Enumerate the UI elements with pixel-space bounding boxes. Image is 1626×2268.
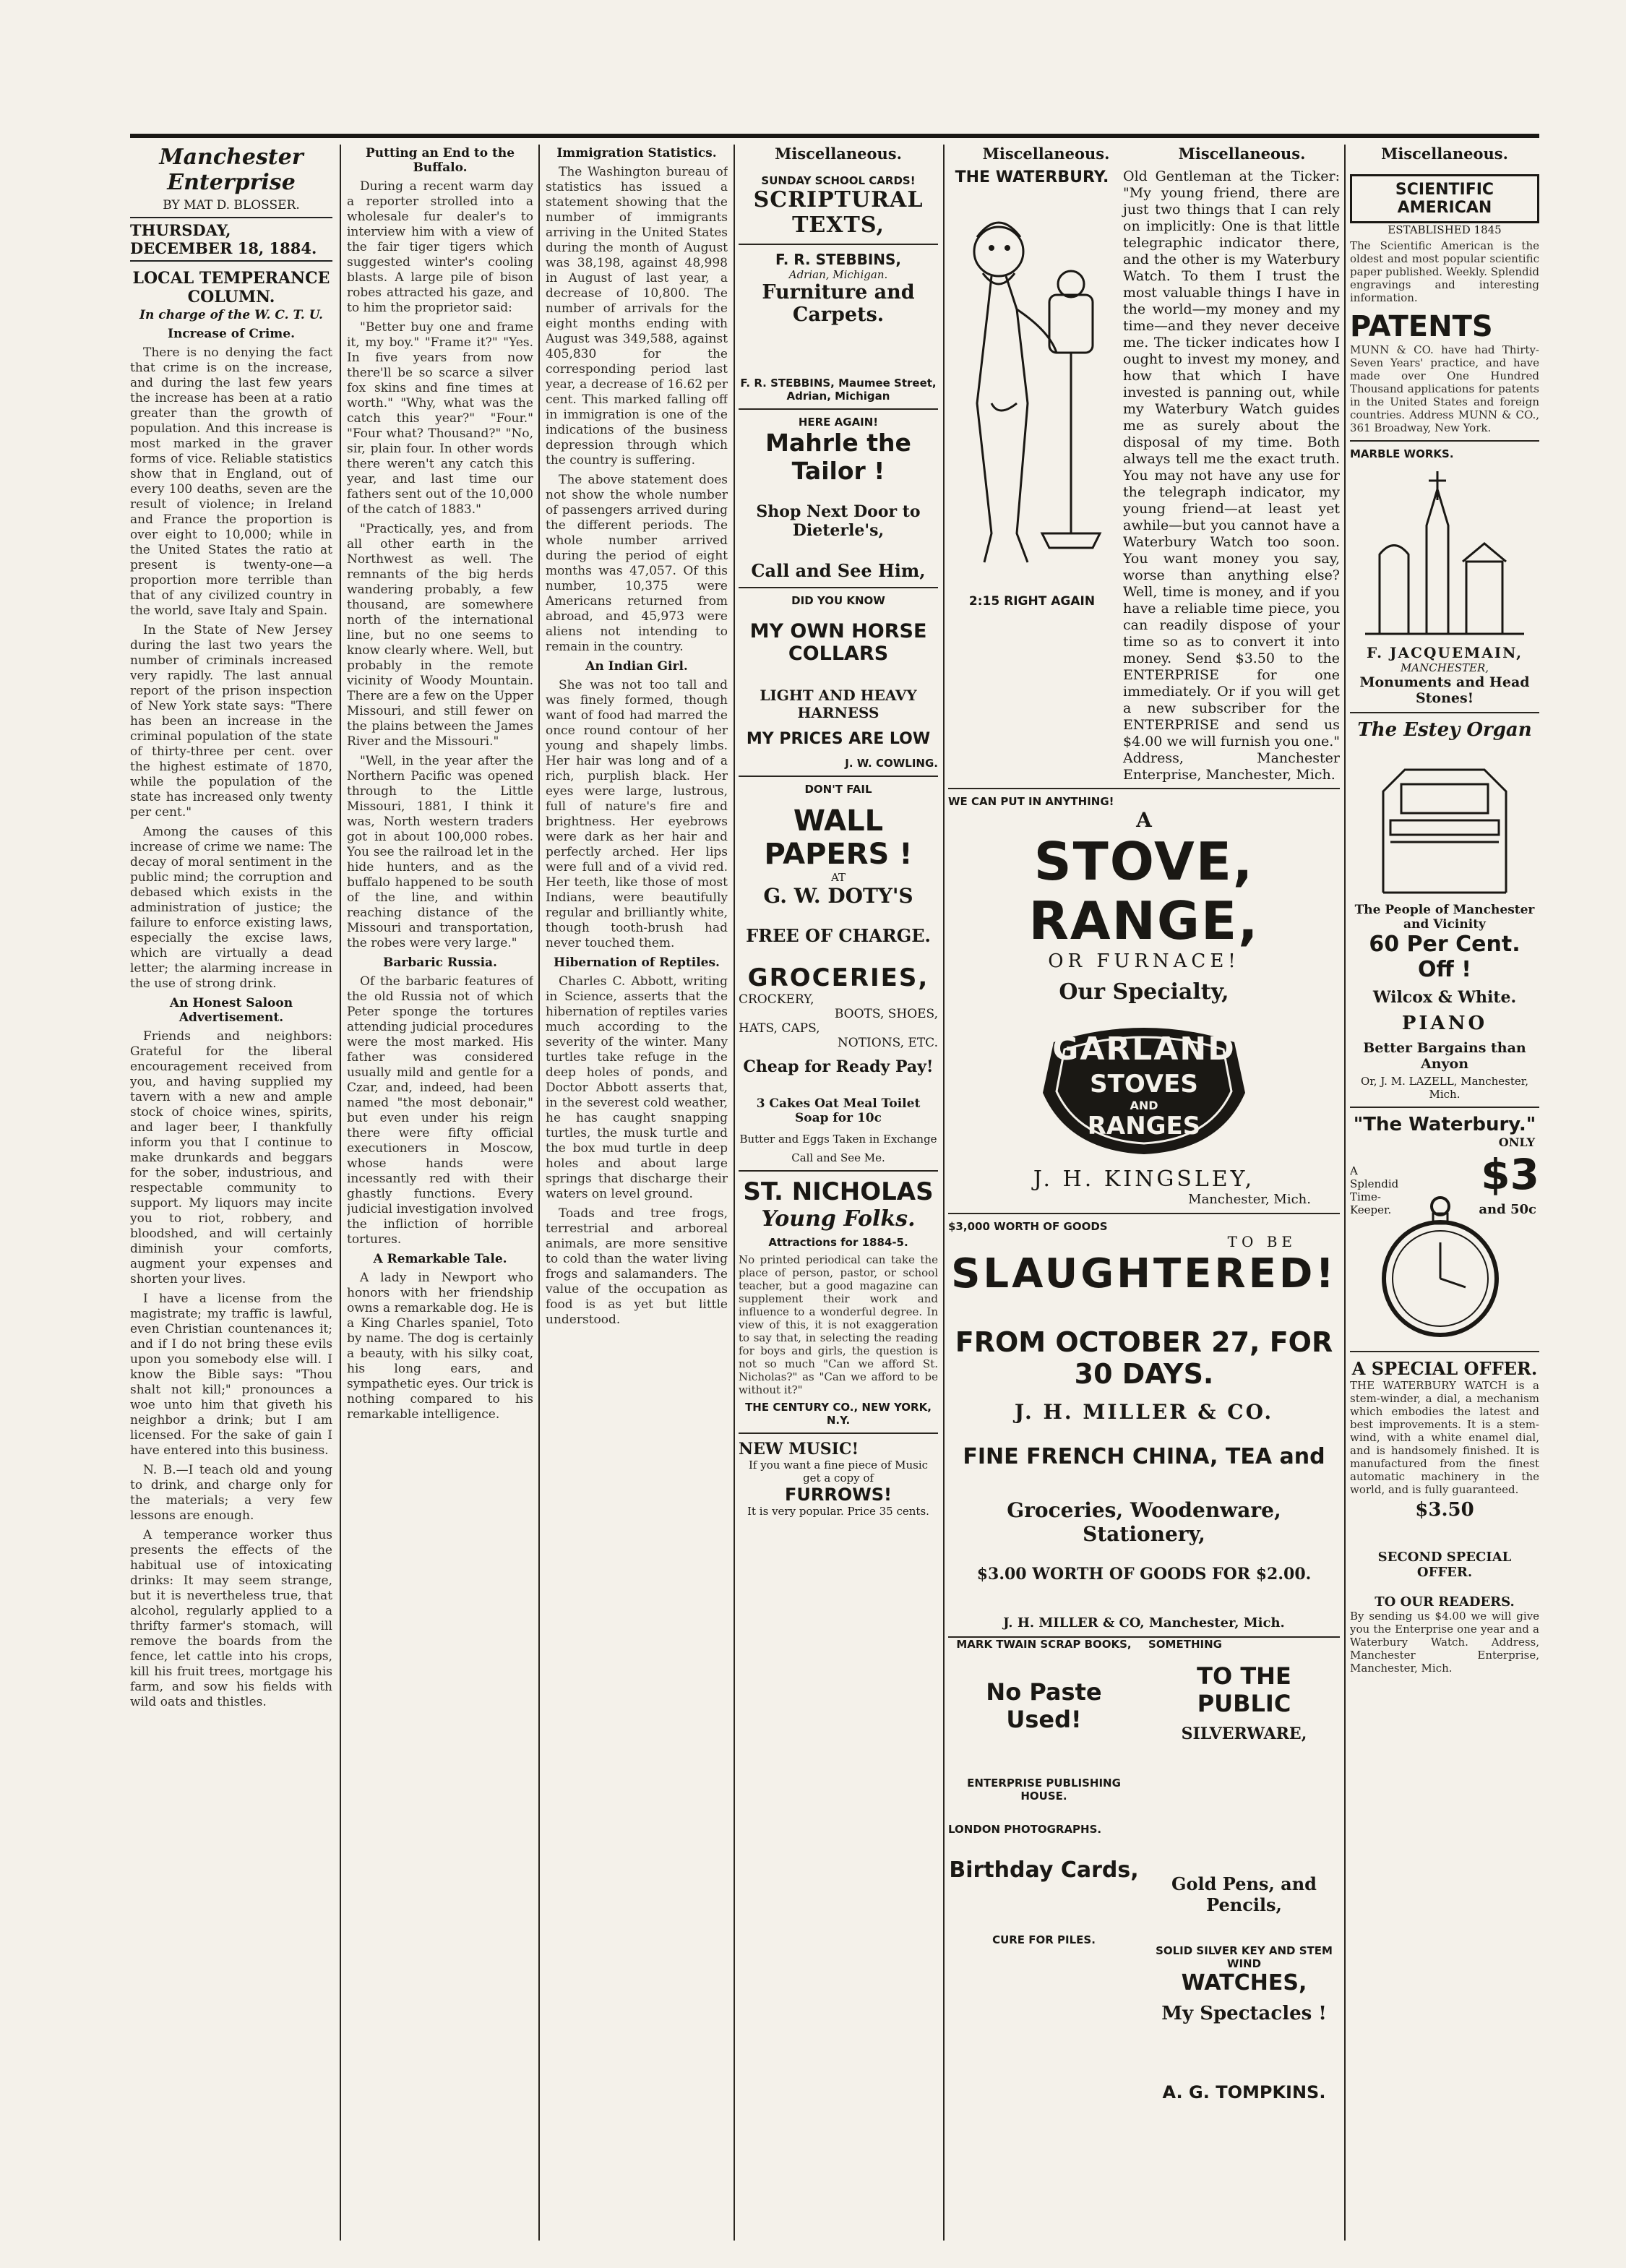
ad-name: J. H. KINGSLEY, — [1033, 1167, 1255, 1192]
column-rule — [734, 145, 735, 2241]
article-paragraph: A lady in Newport who honors with her friendship owns a remarkable dog. He is a King Charles spaniel, Toto by name. The dog is certainly a beauty, with his silky coat, his long ears, and sympathetic eyes. Our trick is nothing compared to his remarkable intelligence. — [347, 1271, 533, 1422]
ad-line: FINE FRENCH CHINA, TEA and — [963, 1444, 1325, 1469]
ad-signature: J. H. MILLER & CO, Manchester, Mich. — [1003, 1615, 1285, 1631]
ad-name: FURROWS! — [785, 1485, 892, 1505]
ad-line: AT — [830, 871, 846, 884]
article-paragraph: "Better buy one and frame it, my boy." "Frame it?" "Yes. In five years from now there'll be so scarce a silver fox skins and fine times at worth." "Why, what was the catch this year?" "Four." "Four what? Thousand?" "No, sir, plain four. In other words there weren't any catch this year, and last time our fathers sent out of the 10,000 of the catch of 1883." — [347, 320, 533, 517]
ad-title: SLAUGHTERED! — [951, 1250, 1337, 1297]
ad-scriptural-texts — [739, 168, 938, 245]
ad-kicker: DID YOU KNOW — [791, 594, 885, 607]
ad-title: WALL PAPERS ! — [764, 804, 913, 871]
illustration-caption: 2:15 RIGHT AGAIN — [968, 594, 1096, 609]
ad-jacquemain-marble — [1350, 442, 1539, 713]
article-paragraph: A temperance worker thus presents the effects of the habitual use of intoxicating drinks: It may seem strange, but it is nevertheless true, that alcohol, regularly applied to a thrifty farmer's stomach, will remove the boards from the fence, let cattle into his crops, kill his fruit trees, mortgage his farm, and sow his fields with wild oats and thistles. — [130, 1528, 332, 1709]
column-heading: Miscellaneous. — [1381, 145, 1508, 163]
ad-estey-organ — [1350, 713, 1539, 1108]
ad-line: A — [1136, 808, 1152, 832]
ad-line: Call and See Me. — [791, 1151, 885, 1164]
ad-name: Wilcox & White. — [1372, 988, 1517, 1007]
ad-line: The People of Manchester and Vicinity — [1354, 903, 1535, 932]
ad-body: THE WATERBURY WATCH is a stem-winder, a dial, a mechanism which embodies the latest and best improvements. It is a stem-wind, with a white enamel dial, and is handsomely finished. It is manufactured from the finest automatic machinery in the world, and is fully guaranteed. — [1350, 1379, 1539, 1496]
ad-title: Furniture and Carpets. — [762, 281, 915, 326]
ad-line: SILVERWARE, — [1181, 1724, 1307, 1743]
ad-title: "The Waterbury." — [1353, 1114, 1536, 1135]
ad-line: $3.00 WORTH OF GOODS FOR $2.00. — [976, 1565, 1312, 1584]
ad-title: Mahrle the Tailor ! — [765, 429, 911, 485]
article-paragraph: The above statement does not show the whole number of passengers arrived during the different periods. The whole number arrived during the period of eight months was 47,057. Of this number, 10,375 were Americans returned from abroad, and 45,973 were aliens not intending to remain in the country. — [546, 473, 728, 654]
ad-name: G. W. DOTY'S — [763, 884, 913, 908]
ad-line: LIGHT AND HEAVY HARNESS — [760, 687, 917, 721]
ad-kicker: $3,000 WORTH OF GOODS — [948, 1220, 1108, 1233]
logo-word: AND — [1130, 1099, 1158, 1112]
ad-title: SECOND SPECIAL OFFER. — [1377, 1550, 1512, 1580]
ad-stebbins — [739, 245, 938, 410]
ad-signature: A. G. TOMPKINS. — [1162, 2082, 1326, 2102]
ad-address: F. R. STEBBINS, Maumee Street, Adrian, Michigan — [740, 377, 937, 403]
ad-line: Gold Pens, and Pencils, — [1171, 1873, 1317, 1915]
ad-line: CROCKERY, — [739, 992, 814, 1007]
ad-title: STOVE, RANGE, — [1028, 831, 1260, 951]
ad-title: SCRIPTURAL TEXTS, — [753, 187, 924, 238]
ad-line: and 50c — [1479, 1202, 1536, 1217]
ad-line: LONDON PHOTOGRAPHS. — [948, 1823, 1102, 1836]
column-2 — [347, 145, 533, 2241]
ad-line: Cheap for Ready Pay! — [743, 1057, 934, 1076]
ad-line: HATS, CAPS, — [739, 1021, 820, 1036]
article-paragraph: During a recent warm day a reporter strolled into a wholesale fur dealer's to interview him with a view of the fair tiger tigers which suggested winter's cooling blasts. A large pile of bison robes attracted his gaze, and to him the proprietor said: — [347, 179, 533, 315]
ad-kicker: SOMETHING — [1148, 1638, 1222, 1651]
dateline: THURSDAY, DECEMBER 18, 1884. — [130, 217, 332, 262]
ad-new-music — [739, 1434, 938, 1524]
page-top-rule — [130, 134, 1539, 138]
ad-title: ST. NICHOLAS — [743, 1177, 934, 1206]
ad-st-nicholas — [739, 1172, 938, 1434]
logo-word: RANGES — [1087, 1112, 1201, 1141]
ad-kicker: SUNDAY SCHOOL CARDS! — [761, 174, 916, 187]
ad-miller-china — [948, 1214, 1340, 1638]
ad-name: F. JACQUEMAIN, — [1366, 644, 1523, 661]
article-paragraph: Toads and tree frogs, terrestrial and arboreal animals, are more sensitive to cold than the water living frogs and salamanders. The value of the occupation as food is as yet but little understood. — [546, 1206, 728, 1327]
ad-kingsley-stoves — [948, 789, 1340, 1214]
article-paragraph: Charles C. Abbott, writing in Science, asserts that the hibernation of reptiles varies much according to the severity of the winter. Many turtles take refuge in the deep holes of ponds, and Doctor Abbott asserts that, in the severest cold weather, he has caught snapping turtles, the musk turtle and the box mud turtle in deep holes and about large springs that discharge their waters on level ground. — [546, 974, 728, 1201]
ad-body: MUNN & CO. have had Thirty-Seven Years' practice, and have made over One Hundred Thousand applications for patents in the United States and foreign countries. Address MUNN & CO., 361 Broadway, New York. — [1350, 343, 1539, 434]
article-paragraph: Of the barbaric features of the old Russia not of which Peter sponge the tortures attending judicial procedures were the most marked. His father was considered usually mild and gentle for a Czar, and, indeed, had been named "the most debonair," but even under his reign there were fifty official executioners in Moscow, whose hands were incessantly red with their ghastly functions. Every judicial investigation involved the infliction of horrible tortures. — [347, 974, 533, 1247]
ad-line: No Paste Used! — [986, 1678, 1102, 1733]
ad-title: PATENTS — [1350, 310, 1493, 343]
ad-line: Call and See Him, — [751, 560, 926, 581]
ad-line: FREE OF CHARGE. — [746, 925, 931, 946]
article-paragraph: The Washington bureau of statistics has issued a statement showing that the number of immigrants arriving in the United States during the month of August was 38,198, against 48,998 in August of last year, a decrease of 10,800. The number of arrivals for the eight months ending with August was 349,588, against 405,830 for the corresponding period last year, a decrease of 16.62 per cent. This marked falling off in immigration is one of the indications of the business depression through which the country is suffering. — [546, 165, 728, 468]
column-heading: Miscellaneous. — [1178, 145, 1306, 163]
logo-word: STOVES — [1090, 1070, 1198, 1099]
ad-city: MANCHESTER, — [1400, 661, 1489, 674]
ad-city: Manchester, Mich. — [1188, 1192, 1311, 1207]
ad-line: It is very popular. Price 35 cents. — [747, 1505, 929, 1518]
article-paragraph: "Well, in the year after the Northern Pacific was opened through to the Little Missouri, 1881, I think it was, North western traders got in about 100,000 robes. You see the railroad let in the hide hunters, and as the buffalo happened to be south of the line, and within reaching distance of the Missouri and transportation, the robes were very large." — [347, 754, 533, 950]
ad-kicker: DON'T FAIL — [804, 783, 872, 796]
section-subheading: In charge of the W. C. T. U. — [139, 308, 323, 322]
pocket-watch-icon — [1372, 1193, 1509, 1338]
article-heading: Immigration Statistics. — [556, 146, 717, 160]
waterbury-advertisement-text: Old Gentleman at the Ticker: "My young friend, there are just two things that I can rely on implicitly: One is that little telegraphic indicator there, and the other is my Waterbury Watch. To them I trust the most valuable things I have in the world—my money and my time—and they never deceive me. The ticker indicates how I ought to invest my money, and how that which I have invested is panning out, while my Waterbury Watch guides me as surely about the disposal of my time. Both always tell me the exact truth. You may not have any use for the telegraph indicator, my young friend—at least yet awhile—but you cannot have a Waterbury Watch too soon. You want money you say, worse than anything else? Well, time is money, and if you have a reliable time piece, you can readily dispose of your time so as to convert it into money. Send $3.50 to the ENTERPRISE for one immediately. Or if you will get a new subscriber for the ENTERPRISE and send us $4.00 we will furnish you one." Address, Manchester Enterprise, Manchester, Mich. — [1123, 168, 1340, 783]
article-heading: An Indian Girl. — [585, 659, 688, 674]
ad-signature: J. W. COWLING. — [845, 757, 938, 770]
ad-line: Butter and Eggs Taken in Exchange — [739, 1133, 937, 1146]
article-paragraph: In the State of New Jersey during the last two years the number of criminals increased very rapidly. The last annual report of the prison inspection of New York state says: "There has been an increase in the criminal population of the state of thirty-three per cent. over the highest estimate of 1870, while the population of the state has increased only twenty per cent." — [130, 623, 332, 820]
ad-title: SCIENTIFIC AMERICAN — [1350, 174, 1539, 223]
byline: BY MAT D. BLOSSER. — [163, 198, 300, 212]
organ-illustration — [1362, 741, 1528, 900]
article-paragraph: She was not too tall and was finely formed, though want of food had marred the once round contour of her young and shapely limbs. Her hair was long and of a rich, purplish black. Her eyes were large, lustrous, full of nature's fire and brightness. Her eyebrows were dark as her hair and perfectly arched. Her lips were full and of a vivid red. Her teeth, like those of most Indians, were beautifully regular and brilliantly white, though tooth-brush had never touched them. — [546, 678, 728, 950]
column-1 — [130, 145, 332, 2241]
ad-line: PIANO — [1401, 1013, 1488, 1034]
masthead: Manchester Enterprise — [159, 145, 304, 195]
ad-title: MY OWN HORSE COLLARS — [749, 620, 927, 665]
ad-title: TO THE PUBLIC — [1197, 1662, 1291, 1717]
ad-scientific-american — [1350, 168, 1539, 442]
ad-line: WATCHES, — [1181, 1970, 1307, 1996]
monuments-illustration — [1358, 460, 1531, 641]
ad-waterbury-watch — [1350, 1108, 1539, 1352]
ad-price: $3 — [1481, 1150, 1539, 1199]
article-paragraph: Among the causes of this increase of crime we name: The decay of moral sentiment in the public mind; the corruption and debased which exists in the administration of justice; the failure to enforce existing laws, especially the excise laws, which are virtually a dead letter; the alarming increase in the use of strong drink. — [130, 825, 332, 991]
ad-body: By sending us $4.00 we will give you the Enterprise one year and a Waterbury Watch. Address, Manchester Enterprise, Manchester, Mich. — [1350, 1610, 1539, 1675]
ad-line: FROM OCTOBER 27, FOR 30 DAYS. — [955, 1326, 1333, 1390]
column-rule — [340, 145, 341, 2241]
ad-name: F. R. STEBBINS, — [775, 251, 901, 268]
ad-line: NOTIONS, ETC. — [837, 1036, 938, 1050]
ad-line: Shop Next Door to Dieterle's, — [756, 502, 921, 540]
column-rule — [1344, 145, 1346, 2241]
article-heading: Increase of Crime. — [168, 327, 295, 341]
article-heading: A Remarkable Tale. — [373, 1252, 507, 1266]
article-heading: Putting an End to the Buffalo. — [365, 146, 515, 175]
ad-signature: Or, J. M. LAZELL, Manchester, Mich. — [1360, 1075, 1529, 1101]
article-paragraph: "Practically, yes, and from all other earth in the Northwest as well. The remnants of the big herds wandering probably, a few thousand, are somewhere north of the international line, but no one seems to know clearly where. Well, but probably in the remote vicinity of Woody Mountain. There are a few on the Upper Missouri, and still fewer on the plains between the James River and the Missouri." — [347, 522, 533, 749]
ad-special-offer — [1350, 1352, 1539, 1680]
ad-doty-wallpapers — [739, 777, 938, 1172]
ad-body: If you want a fine piece of Music get a copy of — [748, 1459, 929, 1485]
article-paragraph: Friends and neighbors: Grateful for the liberal encouragement received from you, and having supplied my tavern with a new and ample stock of choice wines, spirits, and lager beer, I thankfully inform you that I continue to make drunkards and beggars for the sober, industrious, and respectable community to support. My liquors may incite you to riot, robbery, and bloodshed, and will certainly diminish your comforts, augment your expenses and shorten your lives. — [130, 1029, 332, 1287]
ad-line: 60 Per Cent. Off ! — [1369, 932, 1520, 982]
logo-word: GARLAND — [1052, 1031, 1236, 1068]
ad-subtitle: Young Folks. — [761, 1206, 916, 1232]
column-5 — [948, 145, 1340, 2241]
ad-line: My Spectacles ! — [1161, 2003, 1327, 2024]
article-paragraph: There is no denying the fact that crime is on the increase, and during the last few years the increase has been at a ratio greater than the growth of population. And this increase is most marked in the graver forms of vice. Reliable statistics show that in England, out of every 100 deaths, seven are the result of violence; in Ireland and France the proportion is over eight to 10,000; while in the United States the ratio at present is twenty-one—a proportion more terrible than that of any civilized country in the world, save Italy and Spain. — [130, 345, 332, 618]
ad-line: Birthday Cards, — [949, 1857, 1139, 1883]
ad-title: MARK TWAIN SCRAP BOOKS, — [956, 1638, 1132, 1651]
ad-name: J. H. MILLER & CO. — [1014, 1400, 1274, 1424]
section-heading: LOCAL TEMPERANCE COLUMN. — [132, 269, 330, 306]
ad-line: Our Specialty, — [1059, 979, 1229, 1005]
waterbury-illustration — [948, 168, 1116, 783]
column-3 — [546, 145, 728, 2241]
ad-mahrle-tailor — [739, 410, 938, 588]
column-heading: Miscellaneous. — [982, 145, 1110, 163]
column-6 — [1350, 145, 1539, 2241]
column-heading: Miscellaneous. — [775, 145, 902, 163]
ad-line: ESTABLISHED 1845 — [1388, 223, 1502, 236]
ad-title: NEW MUSIC! — [739, 1440, 859, 1459]
ad-line: SOLID SILVER KEY AND STEM WIND — [1156, 1944, 1333, 1970]
column-rule — [943, 145, 945, 2241]
article-paragraph: N. B.—I teach old and young to drink, and charge only for the materials; a very few lessons are enough. — [130, 1463, 332, 1523]
ad-title: The Estey Organ — [1357, 719, 1532, 741]
ad-line: Attractions for 1884-5. — [768, 1236, 908, 1249]
article-heading: Barbaric Russia. — [383, 955, 497, 970]
ad-line: A Splendid Time-Keeper. — [1350, 1164, 1399, 1216]
ad-body: The Scientific American is the oldest and most popular scientific paper published. Weekly. Splendid engravings and interesting information. — [1350, 239, 1539, 304]
ad-line: BOOTS, SHOES, — [834, 1007, 938, 1021]
article-heading: Hibernation of Reptiles. — [554, 955, 720, 970]
illustration-title: THE WATERBURY. — [955, 168, 1109, 186]
ad-line: TO BE — [1227, 1233, 1296, 1250]
ad-title: Monuments and Head Stones! — [1359, 674, 1530, 706]
column-rule — [538, 145, 540, 2241]
ad-line: ENTERPRISE PUBLISHING HOUSE. — [967, 1777, 1121, 1803]
ad-title: TO OUR READERS. — [1375, 1594, 1515, 1610]
ad-line: GROCERIES, — [747, 963, 929, 992]
garland-stoves-logo — [1039, 1013, 1249, 1158]
column-4 — [739, 145, 938, 2241]
ad-publisher: THE CENTURY CO., NEW YORK, N.Y. — [745, 1401, 932, 1427]
ad-subtitle: OR FURNACE! — [1048, 950, 1240, 972]
ad-kicker: MARBLE WORKS. — [1350, 447, 1454, 460]
article-heading: An Honest Saloon Advertisement. — [169, 996, 293, 1025]
ad-cowling-harness — [739, 588, 938, 777]
ad-line: CURE FOR PILES. — [992, 1933, 1096, 1946]
old-gentleman-at-ticker-illustration — [948, 186, 1116, 591]
ad-title: A SPECIAL OFFER. — [1351, 1358, 1538, 1379]
ad-price: $3.50 — [1415, 1499, 1474, 1521]
ad-line: Groceries, Woodenware, Stationery, — [1007, 1498, 1281, 1546]
ad-line: MY PRICES ARE LOW — [746, 730, 931, 748]
ad-line: Better Bargains than Anyon — [1363, 1040, 1526, 1072]
article-paragraph: I have a license from the magistrate; my traffic is lawful, even Christian countenances it; and if I do not bring these evils upon you somebody else will. I know the Bible says: "Thou shalt not kill;" pronounces a woe unto him that giveth his neighbor a drink; but I am licensed. For the sake of gain I have entered into this business. — [130, 1292, 332, 1458]
ad-line: ONLY — [1498, 1135, 1535, 1149]
ad-body: No printed periodical can take the place of person, pastor, or school teacher, but a good magazine can supplement their work and influence to a wonderful degree. In view of this, it is not exaggeration to say that, in selecting the reading for boys and girls, the question is not so much "Can we afford St. Nicholas?" as "Can we afford to be without it?" — [739, 1253, 938, 1396]
ad-kicker: WE CAN PUT IN ANYTHING! — [948, 795, 1114, 808]
ad-kicker: HERE AGAIN! — [798, 416, 879, 429]
ad-city: Adrian, Michigan. — [788, 268, 888, 281]
ad-line: 3 Cakes Oat Meal Toilet Soap for 10c — [756, 1096, 921, 1125]
